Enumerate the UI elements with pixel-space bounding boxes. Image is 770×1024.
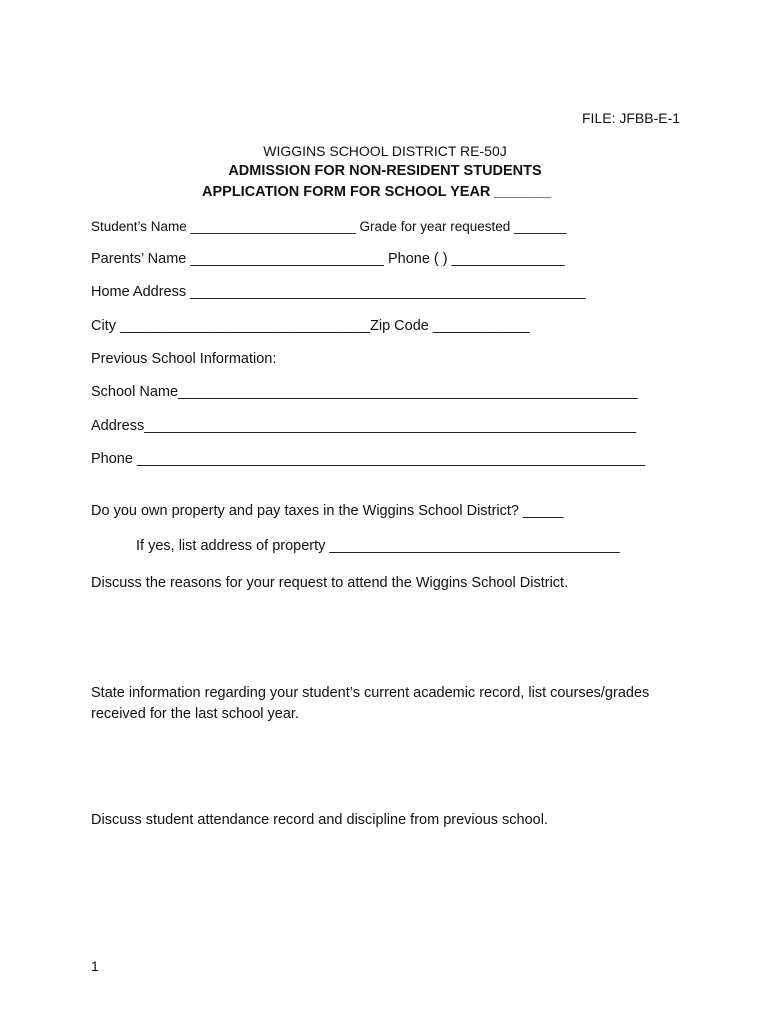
school-name-field: School Name_________________________________________________________: [91, 384, 638, 400]
file-code: FILE: JFBB-E-1: [582, 110, 681, 126]
reasons-question: Discuss the reasons for your request to attend the Wiggins School District.: [91, 575, 569, 591]
form-title: ADMISSION FOR NON-RESIDENT STUDENTS: [228, 163, 542, 179]
property-address-field: If yes, list address of property ____________________________________: [136, 538, 620, 554]
district-name: WIGGINS SCHOOL DISTRICT RE-50J: [263, 143, 507, 159]
school-address-field: Address_____________________________________________________________: [91, 418, 637, 434]
home-address-field: Home Address _________________________________________________: [91, 284, 586, 300]
school-phone-field: Phone _______________________________________________________________: [91, 451, 646, 467]
city-zip-field: City _______________________________Zip Code ____________: [91, 318, 530, 334]
student-name-grade-field: Student’s Name ______________________ Grade for year requested _______: [91, 219, 567, 234]
property-question: Do you own property and pay taxes in the Wiggins School District? _____: [91, 503, 564, 519]
page-number: 1: [91, 958, 99, 974]
parents-name-phone-field: Parents’ Name ________________________ Phone ( ) ______________: [91, 251, 565, 267]
academic-record-question: State information regarding your student’s current academic record, list courses/grades received for the last school year.: [91, 685, 650, 722]
previous-school-heading: Previous School Information:: [91, 351, 277, 367]
attendance-question: Discuss student attendance record and discipline from previous school.: [91, 812, 548, 828]
form-subtitle: APPLICATION FORM FOR SCHOOL YEAR _______: [202, 184, 551, 200]
